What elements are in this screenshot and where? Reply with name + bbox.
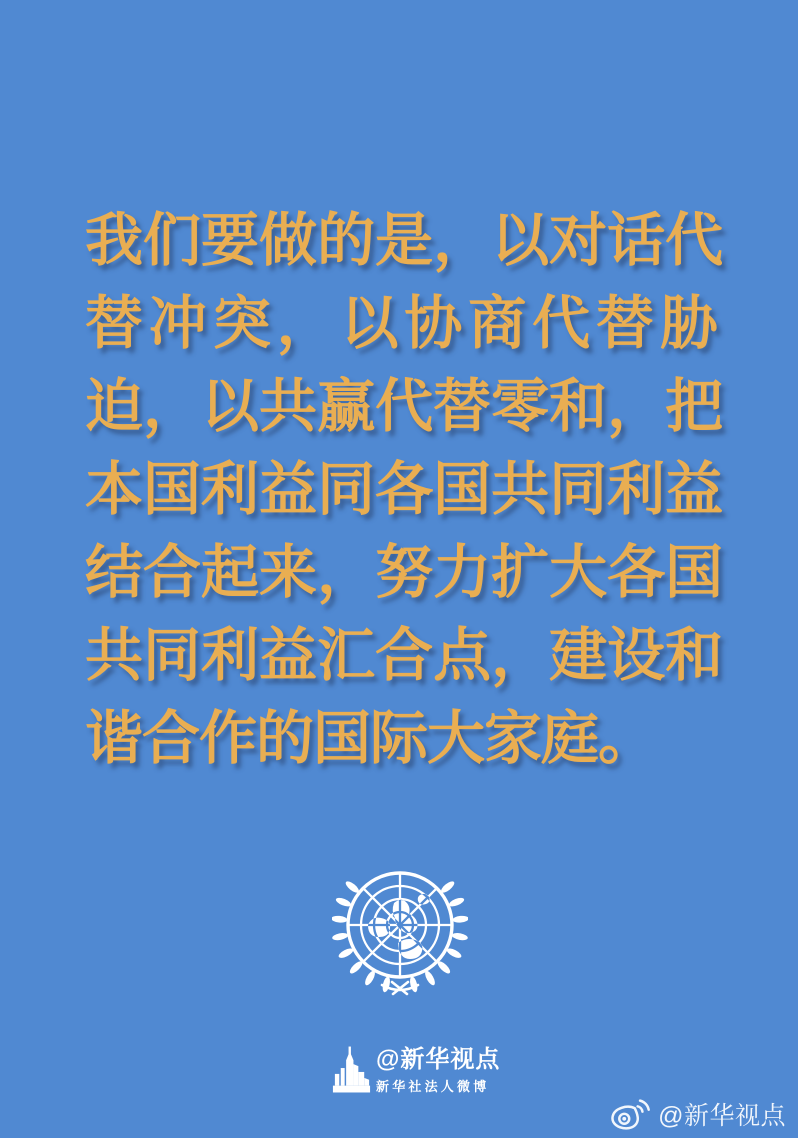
branding-block [330, 1046, 500, 1095]
quote-line: 替 冲 突 ， 以 协 商 代 替 胁 [85, 288, 718, 357]
quote-line: 结 合 起 来 ， 努 力 扩 大 各 国 [85, 537, 724, 606]
quote-line: 谐合作的国际大家庭。 [85, 703, 656, 772]
branding-title: @新华视点 [376, 1046, 501, 1073]
quote-line: 我 们 要 做 的 是 ， 以 对 话 代 [85, 205, 724, 274]
quote-line: 本 国 利 益 同 各 国 共 同 利 益 [85, 454, 724, 523]
weibo-watermark [608, 1096, 786, 1132]
branding-text [376, 1046, 500, 1095]
branding-subtitle: 新华社法人微博 [376, 1079, 490, 1094]
xinhua-building-icon [330, 1046, 373, 1094]
quote-text [85, 193, 724, 774]
watermark-text: @新华视点 [658, 1102, 786, 1130]
quote-line: 共 同 利 益 汇 合 点 ， 建 设 和 [85, 620, 724, 689]
united-nations-emblem-icon [332, 863, 468, 1003]
weibo-icon [608, 1096, 652, 1132]
quote-line: 迫 ， 以 共 赢 代 替 零 和 ， 把 [85, 371, 724, 440]
